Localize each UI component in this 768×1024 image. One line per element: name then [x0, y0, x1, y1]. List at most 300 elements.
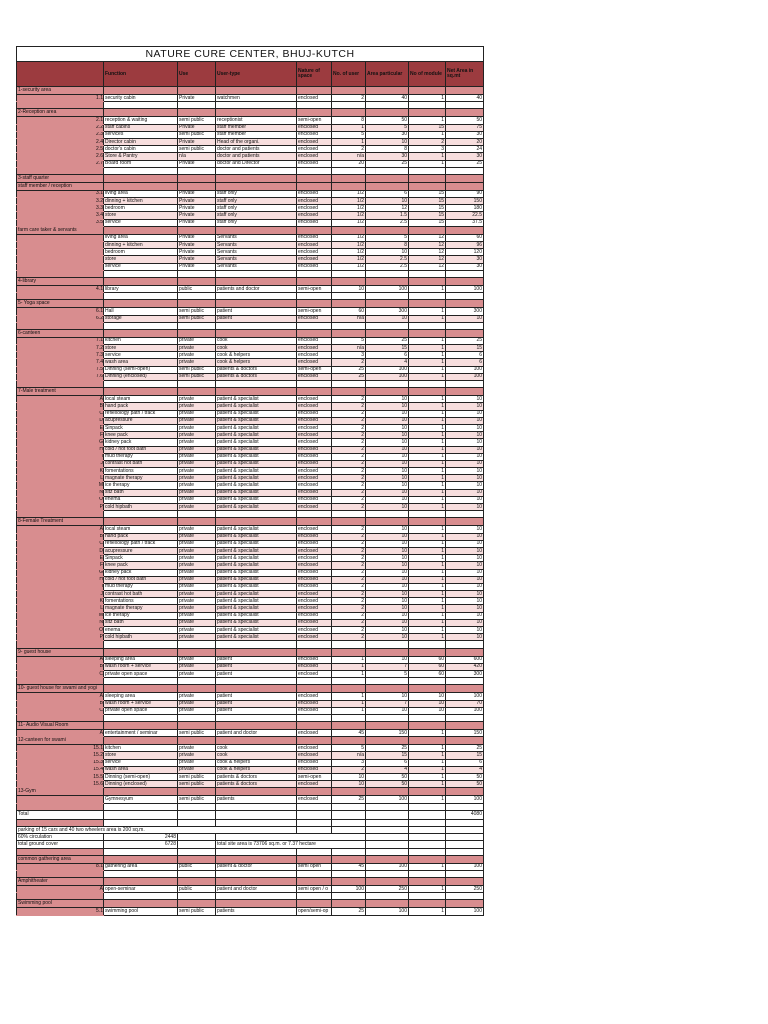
section-cell: [366, 277, 409, 285]
blank-cell: [216, 803, 297, 810]
table-row: [17, 547, 484, 554]
cell-no-of-module: 1: [409, 612, 446, 619]
cell-no-of-user: 25: [332, 908, 366, 915]
cell-use: Private: [178, 138, 216, 145]
cell-no-of-module: 1: [409, 439, 446, 446]
section-cell: [332, 900, 366, 908]
cell-user-type: patient & specialist: [216, 598, 297, 605]
cell-no-of-user: n/a: [332, 345, 366, 352]
blank-cell: [409, 803, 446, 810]
section-cell: [104, 87, 178, 95]
section-cell: [332, 300, 366, 308]
cell-no-of-user: 10: [332, 774, 366, 781]
cell-area-particular: 1.5: [366, 212, 409, 219]
item-code: I: [17, 453, 104, 460]
cell-no-of-module: 15: [409, 124, 446, 131]
cell-no-of-user: 2: [332, 634, 366, 641]
cell-no-of-module: 1: [409, 774, 446, 781]
blank-cell: [409, 381, 446, 388]
cell-nature-of-space: enclosed: [297, 131, 332, 138]
blank-cell: [366, 511, 409, 518]
section-label: staff member / reception: [17, 182, 104, 190]
cell-use: semi public: [178, 146, 216, 153]
section-cell: [297, 226, 332, 234]
blank-cell: [104, 848, 178, 855]
cell-nature-of-space: enclosed: [297, 781, 332, 788]
cell-net-area: 10: [446, 417, 484, 424]
cell-user-type: staff member: [216, 131, 297, 138]
cell-no-of-user: 1/2: [332, 212, 366, 219]
cell-no-of-module: 1: [409, 460, 446, 467]
cell-area-particular: 10: [366, 656, 409, 663]
cell-no-of-module: 3: [409, 146, 446, 153]
table-row: [17, 700, 484, 707]
section-cell: [409, 226, 446, 234]
cell-area-particular: 100: [366, 366, 409, 373]
cell-user-type: patient & specialist: [216, 533, 297, 540]
cell-user-type: Head of the organi.: [216, 138, 297, 145]
cell-no-of-user: 1/2: [332, 263, 366, 270]
cell-no-of-user: 25: [332, 796, 366, 803]
cell-net-area: 10: [446, 396, 484, 403]
item-code: A: [17, 730, 104, 737]
cell-user-type: staff only: [216, 190, 297, 197]
blank-lead: [17, 381, 104, 388]
cell-net-area: 96: [446, 242, 484, 249]
table-row: [17, 482, 484, 489]
cell-net-area: 10: [446, 605, 484, 612]
section-cell: [409, 182, 446, 190]
cell-no-of-module: 1: [409, 540, 446, 547]
cell-use: Private: [178, 249, 216, 256]
item-code: A: [17, 526, 104, 533]
section-cell: [178, 878, 216, 886]
item-code: 6.1: [17, 308, 104, 315]
cell-function: open-seminar: [104, 886, 178, 893]
cell-use: private: [178, 403, 216, 410]
section-cell: [446, 900, 484, 908]
section-cell: [366, 87, 409, 95]
item-code: 1.1: [17, 95, 104, 102]
blank-cell: [104, 270, 178, 277]
blank-cell: [178, 167, 216, 174]
cell-area-particular: 15: [366, 345, 409, 352]
section-cell: [409, 388, 446, 396]
cell-net-area: 10: [446, 627, 484, 634]
blank-cell: [332, 102, 366, 109]
cell-no-of-module: 10: [409, 693, 446, 700]
blank-row: [17, 819, 484, 826]
item-code: 8.1: [17, 863, 104, 870]
cell-no-of-module: 1: [409, 373, 446, 380]
cell-net-area: 4: [446, 766, 484, 773]
table-row: [17, 234, 484, 241]
table-row: [17, 908, 484, 915]
section-cell: [332, 277, 366, 285]
cell-user-type: patients & doctors: [216, 366, 297, 373]
blank-cell: [366, 167, 409, 174]
cell-no-of-user: 2: [332, 489, 366, 496]
section-label: 5- Yoga space: [17, 300, 104, 308]
cell-net-area: 15: [446, 345, 484, 352]
cell-user-type: patient & specialist: [216, 540, 297, 547]
section-cell: [104, 226, 178, 234]
blank-cell: [178, 293, 216, 300]
table-row: [17, 131, 484, 138]
blank-cell: [104, 803, 178, 810]
cell-user-type: patient & specialist: [216, 417, 297, 424]
cell-net-area: 10: [446, 424, 484, 431]
cell-no-of-user: n/a: [332, 315, 366, 322]
cell-function: Board room: [104, 160, 178, 167]
blank-cell: [332, 511, 366, 518]
cell-no-of-user: 2: [332, 612, 366, 619]
table-row: [17, 489, 484, 496]
cell-nature-of-space: enclosed: [297, 256, 332, 263]
section-cell: [332, 722, 366, 730]
cell-area-particular: 15: [366, 752, 409, 759]
blank-cell: [366, 381, 409, 388]
cell-use: private: [178, 569, 216, 576]
section-label: farm care taker & servants: [17, 226, 104, 234]
section-cell: [216, 329, 297, 337]
cell-use: private: [178, 700, 216, 707]
section-cell: [104, 329, 178, 337]
section-cell: [178, 788, 216, 796]
cell-no-of-user: 5: [332, 131, 366, 138]
cell-user-type: staff only: [216, 198, 297, 205]
section-cell: [216, 648, 297, 656]
cell-no-of-module: 1: [409, 759, 446, 766]
table-row: [17, 540, 484, 547]
item-code: P: [17, 634, 104, 641]
section-label: 12-canteen for swami: [17, 737, 104, 745]
section-cell: [332, 855, 366, 863]
section-cell: [332, 737, 366, 745]
cell-no-of-user: 1: [332, 124, 366, 131]
cell-area-particular: 2.5: [366, 219, 409, 226]
item-code: 2.6: [17, 153, 104, 160]
table-row: [17, 526, 484, 533]
cell-function: Hall: [104, 308, 178, 315]
cell-function: magnate therapy: [104, 475, 178, 482]
cell-nature-of-space: enclosed: [297, 403, 332, 410]
section-cell: [297, 109, 332, 117]
cell-user-type: patient & specialist: [216, 403, 297, 410]
cell-function: reflexology path / track: [104, 410, 178, 417]
cell-no-of-module: 1: [409, 730, 446, 737]
cell-user-type: patient & specialist: [216, 619, 297, 626]
blank-cell: [178, 511, 216, 518]
cell-no-of-user: 10: [332, 285, 366, 292]
cell-net-area: 180: [446, 205, 484, 212]
cell-user-type: patient: [216, 315, 297, 322]
section-cell: [409, 685, 446, 693]
note-text: parking of 15 cars and 40 two wheelers area is 200 sq.m.: [17, 826, 297, 833]
cell-use: private: [178, 598, 216, 605]
cell-area-particular: 100: [366, 373, 409, 380]
table-row: [17, 424, 484, 431]
cell-use: private: [178, 345, 216, 352]
cell-user-type: patient & specialist: [216, 634, 297, 641]
section-cell: [332, 174, 366, 182]
cell-function: Store & Pantry: [104, 153, 178, 160]
cell-area-particular: 10: [366, 446, 409, 453]
blank-cell: [332, 678, 366, 685]
cell-no-of-user: 2: [332, 576, 366, 583]
cell-area-particular: 10: [366, 475, 409, 482]
cell-area-particular: 10: [366, 460, 409, 467]
section-cell: [446, 329, 484, 337]
table-row: [17, 263, 484, 270]
cell-nature-of-space: enclosed: [297, 212, 332, 219]
table-row: [17, 591, 484, 598]
cell-function: hand pack: [104, 403, 178, 410]
cell-no-of-module: 2: [409, 138, 446, 145]
cell-user-type: patient: [216, 700, 297, 707]
cell-function: cold hipbath: [104, 504, 178, 511]
table-row: [17, 124, 484, 131]
cell-area-particular: 2.5: [366, 263, 409, 270]
cell-area-particular: 4: [366, 359, 409, 366]
cell-net-area: 10: [446, 598, 484, 605]
cell-use: private: [178, 468, 216, 475]
section-cell: [178, 722, 216, 730]
section-cell: [366, 226, 409, 234]
item-code: K: [17, 598, 104, 605]
blank-cell: [178, 819, 216, 826]
blank-cell: [216, 381, 297, 388]
blank-cell: [216, 678, 297, 685]
table-row: [17, 533, 484, 540]
section-row: [17, 648, 484, 656]
section-cell: [332, 109, 366, 117]
cell-no-of-user: 1/2: [332, 234, 366, 241]
cell-nature-of-space: enclosed: [297, 95, 332, 102]
cell-no-of-module: 1: [409, 131, 446, 138]
cell-use: private: [178, 482, 216, 489]
item-code: O: [17, 627, 104, 634]
blank-cell: [178, 678, 216, 685]
cell-area-particular: 10: [366, 547, 409, 554]
section-cell: [366, 855, 409, 863]
cell-no-of-module: 1: [409, 475, 446, 482]
cell-use: n/a: [178, 153, 216, 160]
blank-cell: [446, 511, 484, 518]
blank-row: [17, 870, 484, 877]
blank-cell: [297, 870, 332, 877]
cell-no-of-module: 1: [409, 908, 446, 915]
cell-net-area: 30: [446, 263, 484, 270]
cell-function: service: [104, 352, 178, 359]
total-cell: [297, 810, 332, 819]
cell-no-of-module: 1: [409, 153, 446, 160]
cell-nature-of-space: enclosed: [297, 198, 332, 205]
cell-function: Dinning (semi-open): [104, 774, 178, 781]
section-cell: [178, 87, 216, 95]
table-row: [17, 598, 484, 605]
blank-lead: [17, 848, 104, 855]
cell-no-of-module: 12: [409, 234, 446, 241]
cell-net-area: 100: [446, 693, 484, 700]
cell-net-area: 25: [446, 745, 484, 752]
section-label: Swimming pool: [17, 900, 104, 908]
section-row: [17, 737, 484, 745]
cell-no-of-user: n/a: [332, 153, 366, 160]
cell-function: service: [104, 219, 178, 226]
cell-no-of-user: 2: [332, 432, 366, 439]
cell-no-of-user: 2: [332, 403, 366, 410]
blank-cell: [409, 893, 446, 900]
cell-nature-of-space: enclosed: [297, 345, 332, 352]
section-cell: [409, 737, 446, 745]
blank-cell: [104, 293, 178, 300]
cell-nature-of-space: enclosed: [297, 396, 332, 403]
cell-user-type: patient & specialist: [216, 605, 297, 612]
table-row: [17, 619, 484, 626]
cell-nature-of-space: enclosed: [297, 410, 332, 417]
cell-user-type: cook & helpers: [216, 759, 297, 766]
cell-use: private: [178, 634, 216, 641]
cell-net-area: 10: [446, 410, 484, 417]
cell-no-of-user: 1/2: [332, 205, 366, 212]
section-cell: [366, 685, 409, 693]
section-cell: [178, 518, 216, 526]
section-cell: [332, 182, 366, 190]
blank-cell: [409, 511, 446, 518]
cell-no-of-module: 1: [409, 619, 446, 626]
blank-cell: [409, 102, 446, 109]
table-row: [17, 886, 484, 893]
section-row: [17, 788, 484, 796]
cell-net-area: 10: [446, 619, 484, 626]
cell-no-of-module: 1: [409, 526, 446, 533]
section-cell: [178, 182, 216, 190]
cell-net-area: 10: [446, 612, 484, 619]
section-cell: [216, 109, 297, 117]
table-row: [17, 190, 484, 197]
cell-nature-of-space: enclosed: [297, 745, 332, 752]
cell-function: sleeping area: [104, 693, 178, 700]
cell-no-of-module: 1: [409, 366, 446, 373]
cell-net-area: 70: [446, 700, 484, 707]
cell-area-particular: 10: [366, 504, 409, 511]
section-cell: [366, 518, 409, 526]
cell-area-particular: 300: [366, 308, 409, 315]
section-label: 2-Reception area: [17, 109, 104, 117]
cell-function: private open space: [104, 670, 178, 677]
cell-no-of-user: 1: [332, 700, 366, 707]
section-cell: [409, 87, 446, 95]
blank-cell: [178, 322, 216, 329]
note-extra: total site area is 73706 sq.m. or 7.37 hectare: [216, 841, 366, 848]
item-code: 7.4: [17, 359, 104, 366]
cell-function: storage: [104, 315, 178, 322]
cell-use: semi public: [178, 730, 216, 737]
cell-nature-of-space: enclosed: [297, 153, 332, 160]
blank-cell: [446, 102, 484, 109]
cell-net-area: 10: [446, 453, 484, 460]
blank-cell: [216, 102, 297, 109]
cell-no-of-module: 1: [409, 634, 446, 641]
cell-no-of-user: 2: [332, 555, 366, 562]
cell-use: private: [178, 707, 216, 714]
cell-nature-of-space: enclosed: [297, 598, 332, 605]
cell-function: kitchen: [104, 745, 178, 752]
blank-row: [17, 511, 484, 518]
blank-cell: [178, 641, 216, 648]
table-row: [17, 752, 484, 759]
item-code: G: [17, 569, 104, 576]
table-row: [17, 315, 484, 322]
section-row: [17, 685, 484, 693]
section-cell: [446, 226, 484, 234]
cell-use: private: [178, 583, 216, 590]
cell-function: entertainment / seminar: [104, 730, 178, 737]
cell-nature-of-space: enclosed: [297, 234, 332, 241]
section-row: [17, 277, 484, 285]
cell-no-of-user: 2: [332, 482, 366, 489]
cell-no-of-module: 1: [409, 562, 446, 569]
cell-user-type: patient & specialist: [216, 562, 297, 569]
cell-use: private: [178, 526, 216, 533]
cell-net-area: 10: [446, 482, 484, 489]
section-cell: [446, 648, 484, 656]
cell-area-particular: 100: [366, 863, 409, 870]
cell-no-of-user: 1/2: [332, 190, 366, 197]
note-cell: [446, 826, 484, 833]
table-row: [17, 863, 484, 870]
cell-use: public: [178, 285, 216, 292]
cell-function: kidney pack: [104, 439, 178, 446]
cell-user-type: patient & specialist: [216, 591, 297, 598]
note-row: [17, 841, 484, 848]
cell-nature-of-space: enclosed: [297, 453, 332, 460]
cell-user-type: patients & doctors: [216, 774, 297, 781]
blank-cell: [297, 641, 332, 648]
cell-net-area: 300: [446, 308, 484, 315]
item-code: O: [17, 496, 104, 503]
note-extra: [216, 834, 366, 841]
blank-cell: [332, 167, 366, 174]
cell-no-of-module: 1: [409, 745, 446, 752]
cell-no-of-user: 45: [332, 730, 366, 737]
cell-net-area: 30: [446, 131, 484, 138]
cell-user-type: patient & specialist: [216, 439, 297, 446]
cell-area-particular: 10: [366, 432, 409, 439]
cell-area-particular: 10: [366, 403, 409, 410]
section-cell: [366, 722, 409, 730]
cell-no-of-module: 1: [409, 547, 446, 554]
blank-cell: [332, 714, 366, 721]
section-cell: [178, 226, 216, 234]
cell-use: semi public: [178, 908, 216, 915]
cell-no-of-user: 1: [332, 670, 366, 677]
cell-user-type: patient & specialist: [216, 583, 297, 590]
cell-function: wash room + service: [104, 700, 178, 707]
blank-cell: [409, 167, 446, 174]
cell-net-area: 10: [446, 475, 484, 482]
blank-cell: [216, 293, 297, 300]
cell-nature-of-space: enclosed: [297, 352, 332, 359]
section-cell: [216, 182, 297, 190]
section-cell: [409, 648, 446, 656]
cell-function: dinning + kitchen: [104, 242, 178, 249]
cell-function: reception & waiting: [104, 117, 178, 124]
cell-function: living area: [104, 234, 178, 241]
blank-cell: [216, 819, 297, 826]
cell-area-particular: 10: [366, 605, 409, 612]
